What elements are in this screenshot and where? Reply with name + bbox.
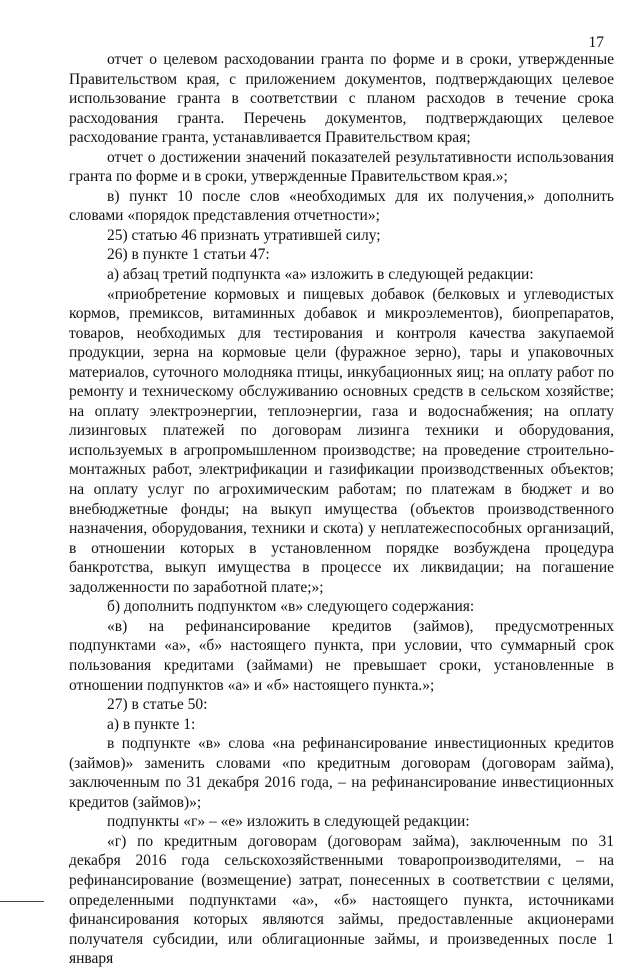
paragraph: а) в пункте 1: (107, 715, 196, 733)
paragraph: в) пункт 10 после слов «необходимых для их получения,» дополнить словами «порядок представления отчетности»; (69, 187, 614, 225)
paragraph: «в) на рефинансирование кредитов (займов), предусмотренных подпунктами «а», «б» настоящего пункта, при условии, что суммарный срок пользования кредитами (займами) не превышает сроки, установленные в отношении подпунктов «а» и «б» настоящего пункта.»; (69, 617, 614, 694)
paragraph: 25) статью 46 признать утратившей силу; (107, 226, 381, 244)
paragraph: а) абзац третий подпункта «а» изложить в следующей редакции: (107, 266, 534, 284)
paragraph: отчет о целевом расходовании гранта по форме и в сроки, утвержденные Правительством края, с приложением документов, подтверждающих целевое использование гранта в соответствии с планом расходов в течение срока расходования гранта. Перечень документов, подтверждающих целевое расходование гранта, устанавливается Правительством края; (69, 51, 614, 147)
bottom-rule (0, 901, 44, 902)
paragraph: подпункты «г» – «е» изложить в следующей редакции: (107, 813, 470, 831)
paragraph: «г) по кредитным договорам (договорам займа), заключенным по 31 декабря 2016 года сельскохозяйственными товаропроизводителями, – на рефинансирование (возмещение) затрат, понесенных в соответствии с целями, определенными подпунктами «а», «б» настоящего пункта, источниками финансирования которых являются займы, предоставленные акционерами получателя субсидии, или облигационные займы, и произведенных после 1 января (69, 832, 614, 968)
paragraph: «приобретение кормовых и пищевых добавок (белковых и углеводистых кормов, премиксов, витаминных добавок и микроэлементов), биопрепаратов, товаров, необходимых для тестирования и контроля качества закупаемой продукции, зерна на кормовые цели (фуражное зерно), тары и упаковочных материалов, суточного молодняка птицы, инкубационных яиц; на оплату работ по ремонту и техническому обслуживанию основных средств в сельском хозяйстве; на оплату электроэнергии, теплоэнергии, газа и водоснабжения; на оплату лизинговых платежей по договорам лизинга техники и оборудования, используемых в агропромышленном производстве; на проведение строительно-монтажных работ, электрификации и газификации производственных объектов; на оплату услуг по агрохимическим работам; по платежам в бюджет и во внебюджетные фонды; на выкуп имущества (объектов производственного назначения, оборудования, техники и скота) у неплатежеспособных организаций, в отношении которых в установленном порядке возбуждена процедура банкротства, выкуп имущества в процессе их ликвидации; на погашение задолженности по заработной плате;»; (69, 285, 614, 596)
paragraph: отчет о достижении значений показателей результативности использования гранта по форме и в сроки, утвержденные Правительством края.»; (69, 148, 614, 186)
paragraph: 26) в пункте 1 статьи 47: (107, 246, 270, 264)
paragraph: 27) в статье 50: (107, 696, 208, 714)
page-number: 17 (588, 34, 604, 51)
paragraph: в подпункте «в» слова «на рефинансирование инвестиционных кредитов (займов)» заменить словами «по кредитным договорам (договорам займа), заключенным по 31 декабря 2016 года, – на рефинансирование инвестиционных кредитов (займов)»; (69, 735, 614, 811)
document-body (69, 50, 614, 969)
paragraph: б) дополнить подпунктом «в» следующего содержания: (107, 598, 475, 616)
